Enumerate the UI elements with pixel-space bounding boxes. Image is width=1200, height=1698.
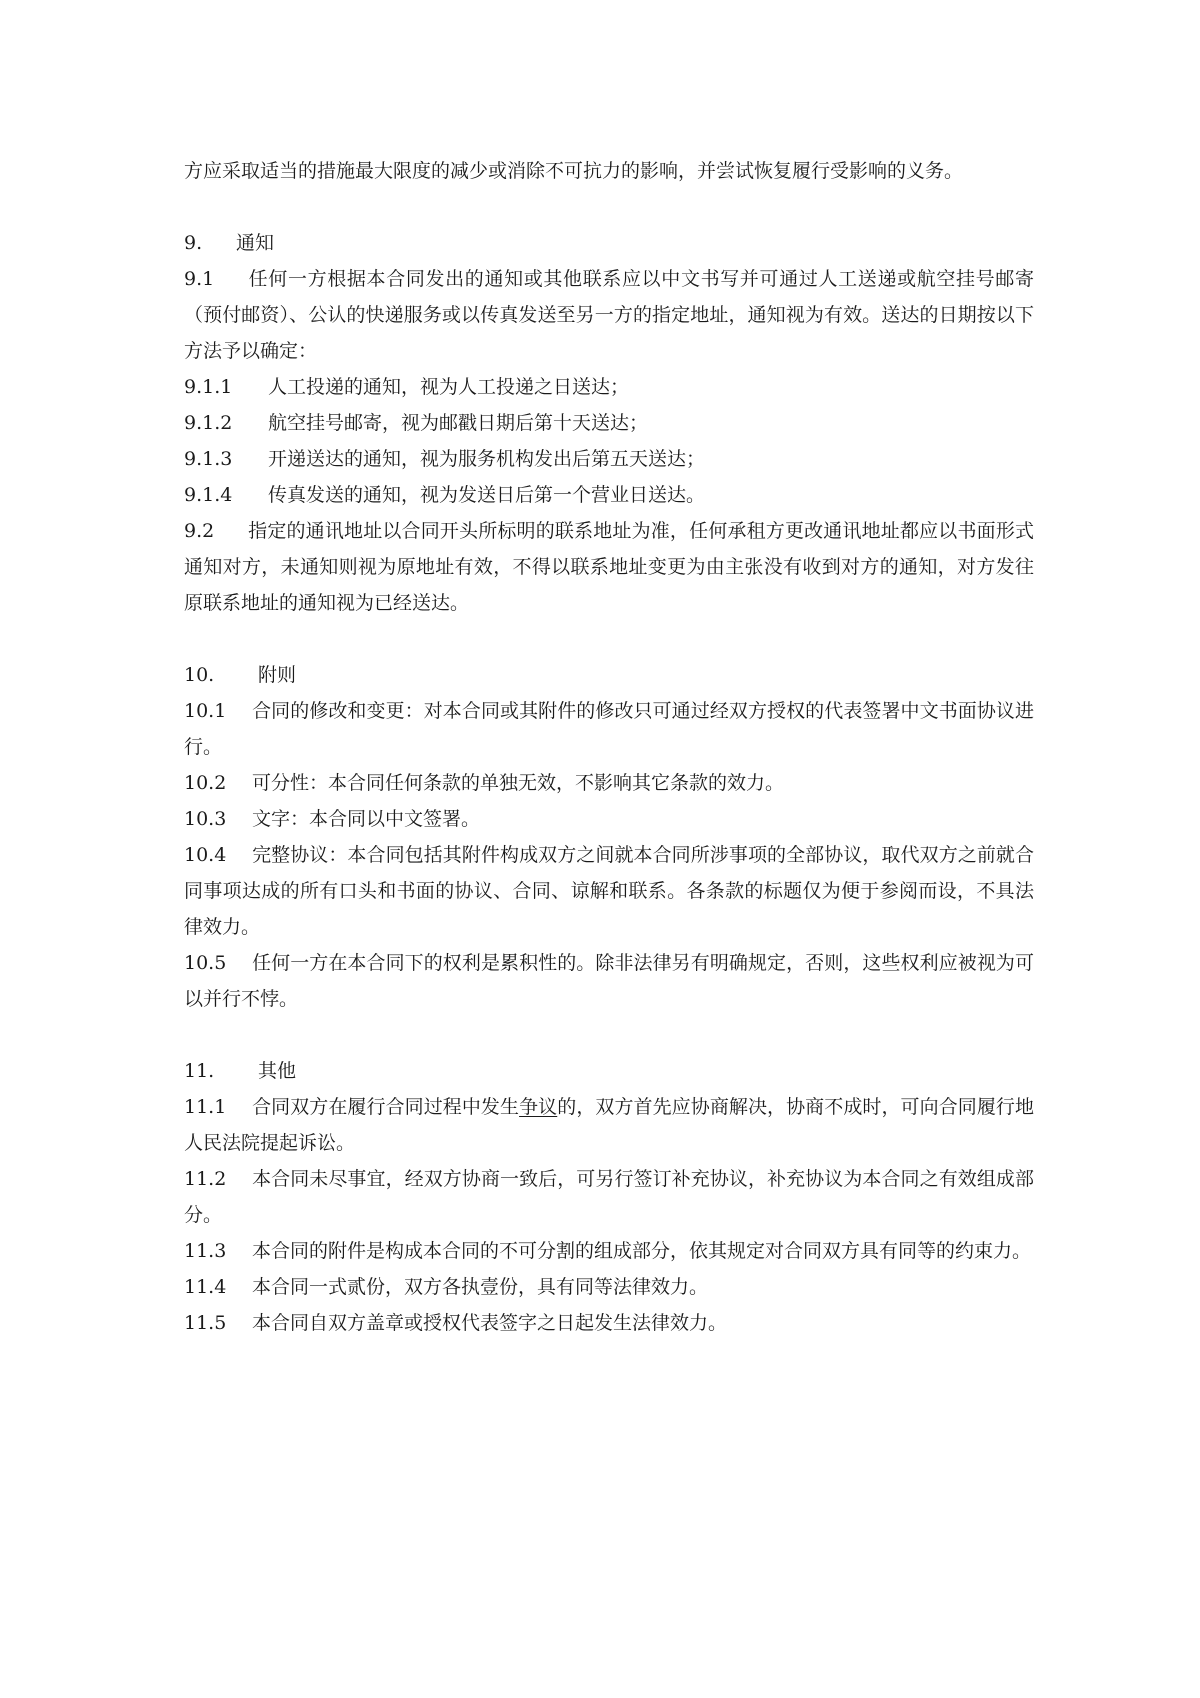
clause-number: 10.3 <box>184 808 227 830</box>
clause-number: 11.5 <box>184 1312 227 1334</box>
clause-number: 11.2 <box>184 1168 227 1190</box>
clause-9-1 <box>184 261 1034 369</box>
clause-10-5 <box>184 945 1034 1017</box>
clause-text: 的，双方首先应协商解决，协商不成时，可向合同履行地人民法院提起诉讼。 <box>184 1096 1034 1154</box>
clause-text: 合同双方在履行合同过程中发生 <box>252 1096 520 1118</box>
section-number: 11. <box>184 1060 215 1082</box>
clause-9-1-4 <box>184 477 1034 513</box>
clause-text: 航空挂号邮寄，视为邮戳日期后第十天送达； <box>268 412 649 434</box>
intro-paragraph: 方应采取适当的措施最大限度的减少或消除不可抗力的影响，并尝试恢复履行受影响的义务。 <box>184 160 964 182</box>
clause-9-1-2 <box>184 405 1034 441</box>
clause-text: 本合同一式贰份，双方各执壹份，具有同等法律效力。 <box>252 1276 709 1298</box>
clause-9-2 <box>184 513 1034 621</box>
document-body <box>184 153 1034 1341</box>
clause-11-3 <box>184 1233 1034 1269</box>
clause-number: 11.4 <box>184 1276 227 1298</box>
clause-number: 9.1.2 <box>184 412 233 434</box>
clause-number: 9.1.1 <box>184 376 233 398</box>
clause-text: 本合同未尽事宜，经双方协商一致后，可另行签订补充协议，补充协议为本合同之有效组成部分。 <box>184 1168 1034 1226</box>
clause-10-1 <box>184 693 1034 765</box>
clause-9-1-3 <box>184 441 1034 477</box>
clause-text: 开递送达的通知，视为服务机构发出后第五天送达； <box>268 448 706 470</box>
clause-10-4 <box>184 837 1034 945</box>
section-title: 附则 <box>258 664 297 686</box>
clause-11-1 <box>184 1089 1034 1161</box>
section-heading-11 <box>184 1053 1034 1089</box>
clause-number: 11.1 <box>184 1096 227 1118</box>
clause-number: 11.3 <box>184 1240 227 1262</box>
clause-10-3 <box>184 801 1034 837</box>
clause-number: 9.1.3 <box>184 448 233 470</box>
clause-text: 可分性：本合同任何条款的单独无效，不影响其它条款的效力。 <box>252 772 785 794</box>
section-number: 9. <box>184 232 203 254</box>
section-spacer <box>184 1017 1034 1053</box>
clause-11-4 <box>184 1269 1034 1305</box>
clause-number: 10.2 <box>184 772 227 794</box>
clause-text: 合同的修改和变更：对本合同或其附件的修改只可通过经双方授权的代表签署中文书面协议进行。 <box>184 700 1034 758</box>
clause-text: 任何一方根据本合同发出的通知或其他联系应以中文书写并可通过人工送递或航空挂号邮寄（预付邮资）、公认的快递服务或以传真发送至另一方的指定地址，通知视为有效。送达的日期按以下方法予以确定： <box>184 268 1034 362</box>
clause-text: 本合同的附件是构成本合同的不可分割的组成部分，依其规定对合同双方具有同等的约束力。 <box>252 1240 1032 1262</box>
section-title: 通知 <box>236 232 275 254</box>
section-title: 其他 <box>258 1060 297 1082</box>
section-number: 10. <box>184 664 215 686</box>
clause-number: 10.5 <box>184 952 227 974</box>
clause-number: 9.2 <box>184 520 215 542</box>
clause-number: 10.1 <box>184 700 227 722</box>
clause-text: 任何一方在本合同下的权利是累积性的。除非法律另有明确规定，否则，这些权利应被视为可以并行不悖。 <box>184 952 1034 1010</box>
section-spacer <box>184 621 1034 657</box>
underlined-term: 争议 <box>519 1096 558 1118</box>
clause-text: 完整协议：本合同包括其附件构成双方之间就本合同所涉事项的全部协议，取代双方之前就合同事项达成的所有口头和书面的协议、合同、谅解和联系。各条款的标题仅为便于参阅而设，不具法律效力。 <box>184 844 1034 938</box>
clause-9-1-1 <box>184 369 1034 405</box>
clause-number: 9.1 <box>184 268 215 290</box>
clause-text: 人工投递的通知，视为人工投递之日送达； <box>268 376 630 398</box>
clause-11-5 <box>184 1305 1034 1341</box>
clause-number: 10.4 <box>184 844 227 866</box>
clause-text: 指定的通讯地址以合同开头所标明的联系地址为准，任何承租方更改通讯地址都应以书面形式通知对方，未通知则视为原地址有效，不得以联系地址变更为由主张没有收到对方的通知，对方发往原联系地址的通知视为已经送达。 <box>184 520 1034 614</box>
clause-text: 传真发送的通知，视为发送日后第一个营业日送达。 <box>268 484 706 506</box>
clause-number: 9.1.4 <box>184 484 233 506</box>
section-heading-9 <box>184 225 1034 261</box>
section-spacer <box>184 189 1034 225</box>
clause-text: 本合同自双方盖章或授权代表签字之日起发生法律效力。 <box>252 1312 728 1334</box>
clause-10-2 <box>184 765 1034 801</box>
section-heading-10 <box>184 657 1034 693</box>
clause-text: 文字：本合同以中文签署。 <box>252 808 481 830</box>
clause-11-2 <box>184 1161 1034 1233</box>
